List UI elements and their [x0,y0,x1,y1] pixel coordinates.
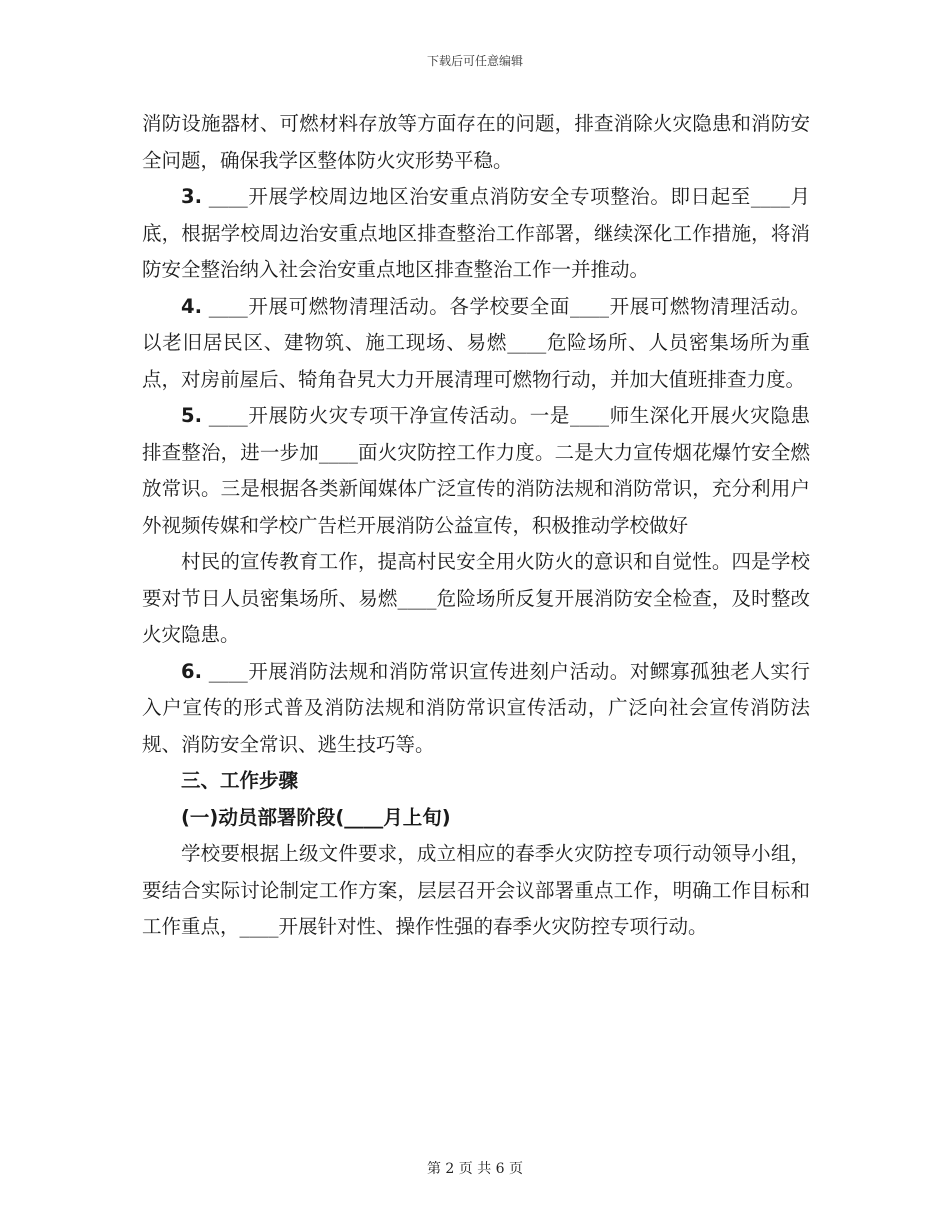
paragraph-text: ____开展学校周边地区治安重点消防安全专项整治。即日起至____月底，根据学校周边治安重点地区排查整治工作部署，继续深化工作措施，将消防安全整治纳入社会治安重点地区排查整治工作一并推动。 [142,185,810,281]
section-heading: 三、工作步骤 [181,769,299,792]
paragraph-1: 消防设施器材、可燃材料存放等方面存在的问题，排查消除火灾隐患和消防安全问题，确保我学区整体防火灾形势平稳。 [142,112,810,172]
item-number: 3. [181,185,202,208]
item-number: 6. [181,659,202,683]
paragraph-item-3 [142,179,810,289]
paragraph-text: ____开展消防法规和消防常识宣传进刻户活动。对鳏寡孤独老人实行入户宣传的形式普及消防法规和消防常识宣传活动，广泛向社会宣传消防法规、消防安全常识、逃生技巧等。 [142,659,810,756]
subsection-heading: (一)动员部署阶段(____月上旬) [181,805,451,829]
paragraph-text: ____开展防火灾专项干净宣传活动。一是____师生深化开展火灾隐患排查整治，进一步加____面火灾防控工作力度。二是大力宣传烟花爆竹安全燃放常识。三是根据各类新闻媒体广泛宣传的消防法规和消防常识，充分利用户外视频传媒和学校广告栏开展消防公益宣传，积极推动学校做好 [142,404,810,537]
document-body [142,106,810,946]
paragraph-item-6 [142,654,810,764]
paragraph-item-5 [142,398,810,544]
paragraph-7: 学校要根据上级文件要求，成立相应的春季火灾防控专项行动领导小组，要结合实际讨论制定工作方案，层层召开会议部署重点工作，明确工作目标和工作重点，____开展针对性、操作性强的春季火灾防控专项行动。 [142,842,810,938]
item-number: 4. [181,294,202,318]
paragraph-text: ____开展可燃物清理活动。各学校要全面____开展可燃物清理活动。以老旧居民区、建物筑、施工现场、易燃____危险场所、人员密集场所为重点，对房前屋后、犄角旮旯大力开展清理可燃物行动，并加大值班排查力度。 [142,294,810,391]
item-number: 5. [181,404,202,427]
page-number: 第 2 页 共 6 页 [426,1161,524,1177]
paragraph-continuation: 村民的宣传教育工作，提高村民安全用火防火的意识和自觉性。四是学校要对节日人员密集场所、易燃____危险场所反复开展消防安全检查，及时整改火灾隐患。 [142,550,810,646]
paragraph-item-4 [142,289,810,399]
header-note: 下载后可任意编辑 [426,54,523,68]
